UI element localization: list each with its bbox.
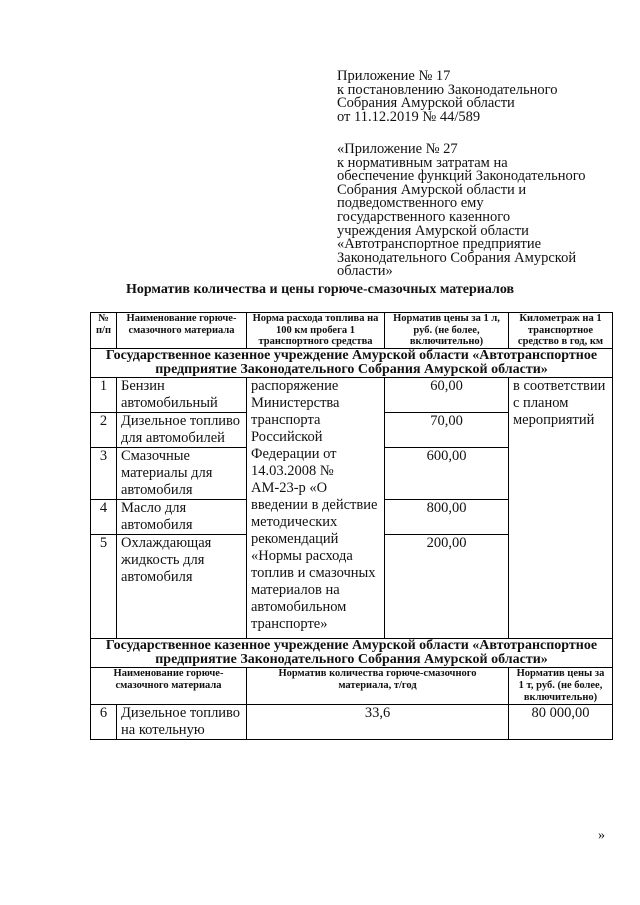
row-number: 5 [91, 534, 117, 638]
appendix2-line: государственного казенного [337, 208, 511, 225]
header-consumption-norm: Норма расхода топлива на 100 км пробега 1 транспортного средства [247, 313, 385, 349]
row-material-name: Дизельное топливо на котельную [117, 704, 247, 739]
header-mileage: Километраж на 1 транспортное средство в год, км [509, 313, 613, 349]
header-number: № п/п [91, 313, 117, 349]
appendix-line: Приложение № 17 [337, 68, 451, 84]
table-header-row [91, 313, 613, 349]
row-material-name: Дизельное топливо для автомобилей [117, 412, 247, 447]
consumption-norm-text: распоряжение Министерства транспорта Российской Федерации от 14.03.2008 № АМ-23-р «О введении в действие методических рекомендаций «Нормы расхода топлив и смазочных материалов на автомобильном транспорте» [247, 377, 385, 638]
appendix2-line: подведомственного ему [337, 195, 484, 212]
appendix2-line: Собрания Амурской области и [337, 181, 527, 198]
appendix2-line: учреждения Амурской области [337, 222, 529, 239]
appendix-line: Собрания Амурской области [337, 95, 515, 112]
appendix-reference [337, 70, 627, 124]
appendix-27-reference [337, 143, 627, 279]
appendix2-line: Законодательного Собрания Амурской [337, 249, 577, 266]
table-row [91, 377, 613, 412]
appendix2-line: обеспечение функций Законодательного [337, 168, 586, 185]
row-number: 2 [91, 412, 117, 447]
table-header-row-2 [91, 667, 613, 704]
fuel-norms-table [90, 312, 613, 740]
row-material-name: Смазочные материалы для автомобиля [117, 447, 247, 499]
row-number: 1 [91, 377, 117, 412]
appendix-line: от 11.12.2019 № 44/589 [337, 108, 481, 125]
row-price: 800,00 [385, 499, 509, 534]
document-title: Норматив количества и цены горюче-смазочных материалов [125, 282, 515, 297]
appendix2-line: «Приложение № 27 [337, 141, 458, 157]
header2-price-norm: Норматив цены за 1 т, руб. (не более, включительно) [509, 667, 613, 704]
row-number: 3 [91, 447, 117, 499]
appendix2-line: «Автотранспортное предприятие [337, 236, 542, 253]
row-price: 600,00 [385, 447, 509, 499]
closing-quote: » [598, 828, 605, 843]
row-price: 200,00 [385, 534, 509, 638]
appendix-line: к постановлению Законодательного [337, 81, 558, 98]
header-price-norm: Норматив цены за 1 л, руб. (не более, включительно) [385, 313, 509, 349]
row-material-name: Бензин автомобильный [117, 377, 247, 412]
row-price: 60,00 [385, 377, 509, 412]
row-price: 70,00 [385, 412, 509, 447]
header2-quantity-norm: Норматив количества горюче-смазочного материала, т/год [247, 667, 509, 704]
section-row [91, 348, 613, 377]
row-quantity: 33,6 [247, 704, 509, 739]
mileage-text: в соответствии с планом мероприятий [509, 377, 613, 638]
appendix2-line: области» [337, 263, 393, 280]
table-row [91, 704, 613, 739]
row-number: 4 [91, 499, 117, 534]
section-title: Государственное казенное учреждение Амурской области «Автотранспортное предприятие Законодательного Собрания Амурской области» [91, 348, 613, 377]
header-material-name: Наименование горюче-смазочного материала [117, 313, 247, 349]
row-material-name: Охлаждающая жидкость для автомобиля [117, 534, 247, 638]
row-material-name: Масло для автомобиля [117, 499, 247, 534]
appendix2-line: к нормативным затратам на [337, 154, 508, 171]
row-price: 80 000,00 [509, 704, 613, 739]
header2-material-name: Наименование горюче-смазочного материала [91, 667, 247, 704]
row-number: 6 [91, 704, 117, 739]
section2-title: Государственное казенное учреждение Амурской области «Автотранспортное предприятие Законодательного Собрания Амурской области» [91, 638, 613, 667]
section-row [91, 638, 613, 667]
